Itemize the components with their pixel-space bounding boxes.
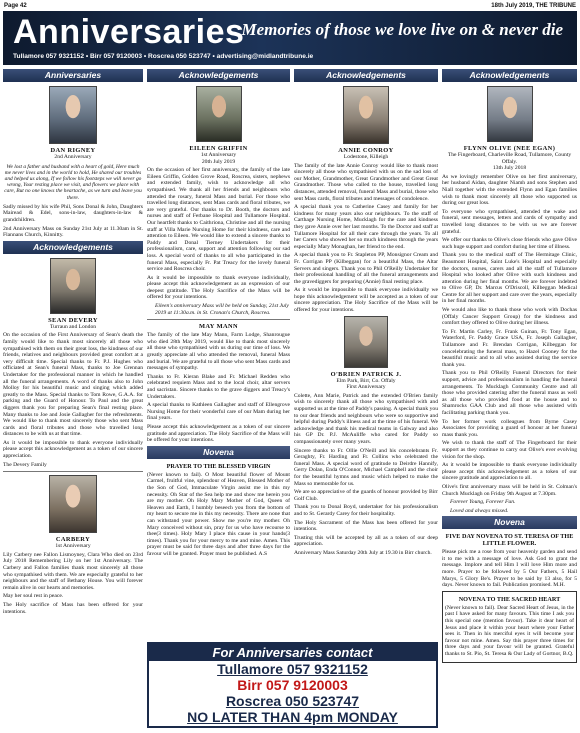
- prayer-title: NOVENA TO THE SACRED HEART: [458, 595, 561, 603]
- notice-text: Please accept this acknowledgement as a token of our sincere gratitude and appreciation. The Holy Sacrifice of the Mass will be offered for your intentions.: [147, 423, 290, 444]
- notice-text: Thank you to Phil O'Reilly Funeral Directors for their support, advice and professionalism in handling the funeral arrangements. To Mucklagh Community Centre and all those who provided catering after the funeral mass as well as all those who provided food at the house and to Shamrocks GAA Club and all those who assisted with facilitating parking thank you.: [442, 370, 577, 416]
- notice-text: On the occasion of her first anniversary, the family of the late Eileen Griffin, Golden Grove Road, Roscrea, sisters, nephews and extended family, wish to acknowledge all who sympathised. We thank all her friends and neighbours who attended the rosary, funeral Mass and burial. For those who travelled long distances, sent Mass cards and floral tributes, we are very grateful. Our thanks to Dr. Booth, the doctors and nurses and staff of Ferbane Hospital and Tullamore Hospital. Our heartfelt thanks to Caithriona, Christine and all the nursing staff at Villa Marie Nursing Home for their kindness, care and attention to Eileen. We would like to extend a sincere thanks to Paddy and Donal Tierney Undertakers for their professionalism, care, support and attention following our sad loss. A special word of thanks to all who participated in the funeral Mass, especially Fr. Pat Treacy for the lovely funeral service and Roscrea choir.: [147, 167, 290, 273]
- notice-text: Sincere thanks to Fr. Ollie O'Neill and his concelebrants Fr. Geraghty, Fr. Harding and Fr. Collins who celebrated the funeral Mass. A special word of gratitude to Deirdre Hannify, Gerry Dolan, Enda O'Connor, Michael Campbell and the choir for the beautiful hymns and music which helped to make the Mass so memorable for us.: [294, 447, 438, 487]
- ad-phone-roscrea[interactable]: Roscrea 050 523747: [225, 693, 360, 709]
- page-number: Page 42: [4, 3, 27, 9]
- portrait-photo-patrick-obrien: [344, 316, 388, 368]
- notice-text: On the occasion of the First Anniversary of Sean's death the family would like to thank most sincerely all those who sympathised with them on their great loss, the kindness of our friends, relatives and neighbours provided great comfort at a very difficult time. Special thanks to Fr. P.J. Hughes who officiated at Sean's funeral Mass, thanks to Joe Grennan Undertaker for the professional manner in which he handled all the funeral arrangements. A word of thanks also to John Molloy for his beautiful music and singing which added greatly to the Mass. Special thanks to Tom Rowe, G.A.A. for parking and the Guard of Honour. To Paul and the great diggers thank you for preparing Sean's final resting place. Many thanks to Joe and Josie Gallagher for the refreshments. We would like to thank most sincerely those who sent Mass cards and floral tributes and those who travelled long distances to be with us at that time.: [3, 332, 143, 438]
- notice-name: MAY MANN: [198, 323, 239, 331]
- notice-name: O'BRIEN PATRICK J.: [330, 370, 402, 378]
- divider: [3, 471, 143, 472]
- portrait-photo-annie-conroy: [343, 86, 389, 144]
- notice-subtitle: 1st Anniversary: [55, 543, 91, 550]
- divider: [147, 319, 290, 320]
- issue-date: 18th July 2019, THE TRIBUNE: [491, 3, 576, 9]
- prayer-title: PRAYER TO THE BLESSED VIRGIN: [166, 462, 271, 470]
- notice-text: A special thank you to Fr. Stapleton PP, Monsignor Cream and Fr. Corrigan PP (Kilbeggan) for a beautiful Mass, the Altar Servers and singers. Thank you to Phil O'Reilly Undertaker for their professional handling of all the funeral arrangements and the gravediggers for preparing (Annie) final resting place.: [294, 252, 438, 285]
- notice-text: As it would be impossible to thank everyone individually we hope this acknowledgement will be accepted as a token of our sincere appreciation. The Holy Sacrifice of the Mass will be offered for your intentions.: [294, 287, 438, 314]
- notice-text: Trusting this will be accepted by all as a token of our deep appreciation.: [294, 534, 438, 548]
- portrait-photo-dan-rigney: [49, 86, 97, 144]
- notice-name: FLYNN OLIVE (NEE EGAN): [463, 145, 556, 152]
- notice-text: Sadly missed by his wife Phil, Sons Donal & John, Daughters Mairead & Edel, sons-in-law, daughters-in-law & grandchildren.: [3, 203, 143, 223]
- ad-deadline: NO LATER THAN 4pm MONDAY: [187, 709, 398, 725]
- notice-text: The Holy Sacrament of the Mass has been offered for your intentions.: [294, 519, 438, 533]
- notice-subtitle: 1st Anniversary: [200, 152, 237, 158]
- column-4: [442, 69, 577, 727]
- portrait-photo-sean-devery: [50, 258, 96, 314]
- notice-text: We wish to thank the staff of The Fingerboard for their support as they continue to carry out Olive's ever evolving vision for the shop.: [442, 440, 577, 460]
- section-header-anniversaries: Anniversaries: [3, 69, 143, 82]
- notice-text: Olive's first anniversary mass will be held in St. Colman's Church Mucklagh on Friday 9th August at 7.30pm.: [442, 483, 577, 497]
- section-header-acknowledgements: Acknowledgements: [294, 69, 438, 82]
- masthead-contact: Tullamore 057 9321152 • Birr 057 9120003 • Roscrea 050 523747 • advertising@midlandtribune.ie: [13, 53, 314, 60]
- notice-text: We offer our thanks to Olive's close friends who gave Olive such huge support and comfort during her time of illness.: [442, 237, 577, 250]
- page-header: [4, 1, 576, 11]
- section-header-acknowledgements: Acknowledgements: [147, 69, 290, 82]
- portrait-photo-olive-flynn: [487, 86, 533, 142]
- prayer-text: Please pick me a rose from your heavenly garden and send it to me with a message of love. Ask God to grant the message. Implore and tell Him I will love Him more and more. Prayer to be followed by 5 Our Fathers, 5 Hail Marys, 5 Glory Be's. Prayer to be said by 13 also, for 5 days. Never known to fail. Publication promised. M.H.: [442, 549, 577, 589]
- notice-subtitle: 2nd Anniversary: [54, 154, 92, 160]
- prayer-text: (Never known to fail). Dear Sacred Heart of Jesus, in the past I have asked for many favours. This time I ask you this special one (mention favour). Take it dear heart of Jesus and place it within your heart where your Father sees it. Then in his merciful eyes it will become your favour not mine. Amen. Say this prayer three times for three days and your favour will be granted. Grateful thanks to St. Pio, St. Teresa & Our Lady of Gortnor, B.Q.: [445, 604, 574, 657]
- notice-text: To everyone who sympathised, attended the wake and funeral, sent messages, letters and cards of sympathy and travelled long distances to be with us we are forever grateful.: [442, 208, 577, 235]
- notice-text: May her soul rest in peace.: [3, 593, 64, 600]
- column-1: [3, 69, 143, 727]
- closing-line: Forever Young, Forever Fun.: [450, 499, 516, 506]
- portrait-photo-eileen-griffin: [196, 86, 242, 142]
- portrait-photo-carbery: [49, 475, 97, 533]
- notice-subtitle: Turraun and London: [49, 323, 97, 330]
- section-header-novena: Novena: [442, 516, 577, 529]
- notice-text: We are so appreciative of the guards of honour provided by Birr Golf Club.: [294, 489, 438, 502]
- notice-subtitle: The Fingerboard, Charleville Road, Tullamore, County Offaly.: [447, 152, 572, 165]
- notice-text: Thank you to Donal Boyd, undertaker for his professionalism and to St. Gerardy Carey for their hospitality.: [294, 504, 438, 517]
- notice-text: Thanks to Fr. Kieran Blake and Fr. Michael Redden who celebrated requiem Mass and to the local choir, altar servers and sacristan. Sincere thanks to the grave diggers and Treacy's Undertakers.: [147, 373, 290, 400]
- notice-name: EILEEN GRIFFIN: [189, 145, 248, 152]
- ad-phone-birr[interactable]: Birr 057 9120003: [237, 677, 348, 693]
- prayer-title: FIVE DAY NOVENA TO ST. TERESA OF THE LITTLE FLOWER.: [445, 533, 574, 548]
- notice-name: DAN RIGNEY: [50, 147, 96, 154]
- notice-name: SEAN DEVERY: [48, 316, 98, 324]
- notice-text: Thank you to the medical staff of The Hermitage Clinic, Beaumont Hospital, Saint Luke's Hospital and especially the doctors, nurses, carers and all the staff of Tullamore Hospital who looked after Olive with such kindness and attention during her final months. We are forever indebted to Olive GP, Dr. Marcus O'Driscoll, Kilbeggan Medical Centre for all her support and care over the years, especially in her final months.: [442, 252, 577, 305]
- notice-text: The Holy sacrifice of Mass has been offered for your intentions.: [3, 602, 143, 615]
- closing-line: Loved and always missed.: [450, 507, 509, 514]
- prayer-text: (Never known to fail). O Most beautiful flower of Mount Carmel, fruitful vine, splendour of Heaven, Blessed Mother of the Son of God, Immaculate Virgin assist me in this my necessity. Oh Star of the Sea help me and show me herein you are my mother. Oh Holy Mary Mother of God, Queen of Heaven and Earth, I humbly beseech you from the bottom of my heart to secure me in this my necessity. There are none that can withstand your power. Show me you're my mother. Oh Mary conceived without sin, pray for us who have recourse to thee(3 times). Holy Mary I place this cause in your hands(3 times). Thank you for your mercy to me and mine. Amen. This prayer must be said for three days and after three days for the favour will be granted. Prayer must be published. A.S: [147, 471, 290, 557]
- notice-text: A special thank you to Catherine Casey and family for her kindness for many years also our neighbours. To the staff of Carthage Nursing Home, Mucklagh for the care and kindness they gave Annie over her last months. To the Doctor and staff at Tullamore Hospital for all their care through the years. To all her Carers who showed her so much kindness through the years especially Mary Monaghan, her friend to the end.: [294, 204, 438, 250]
- notice-text: As we lovingly remember Olive on her first anniversary, her husband Aidan, daughter Niamh and sons Stephen and Niall together with the extended Flynn and Egan families wish to thank most sincerely all those who supported us during our great loss.: [442, 173, 577, 207]
- sacred-heart-box: [442, 591, 577, 663]
- notice-signoff: The Devery Family: [3, 461, 47, 468]
- masthead-title: Anniversaries: [13, 13, 245, 51]
- notice-date: 13th July 2018: [492, 165, 527, 172]
- masthead-tagline: Memories of those we love live on & never die: [241, 20, 563, 39]
- notice-name: CARBERY: [55, 536, 91, 544]
- notice-text: As it would be impossible to thank everyone individually please accept this acknowledgement as a token of our sincere gratitude and appreciation to all.: [442, 462, 577, 482]
- memorial-poem: We lost a father and husband with a heart of gold, Here much me never lives and in the world to hold, He shared our troubles and helped us along, If we follow his footsteps we will never go wrong, Your resting place we visit, and flowers we place with care, But no one knows the heartache, as we turn and leave you there.: [4, 163, 142, 201]
- notice-text: As it would be impossible to thank everyone individually, please accept this acknowledgement as an expression of our deepest gratitude. The Holy Sacrifice of the Mass will be offered for your intentions.: [147, 274, 290, 301]
- notice-text: Lily Carbery nee Fallon Lismoyney, Clara Who died on 23rd July 2018 Remembering Lily on her 1st Anniversary. The Carbery and Fallon families thank most sincerely all those who sympathised with them. We are especially grateful to her neighbours and the staff of Bethany House. You will forever remain alive in our hearts and memories.: [3, 551, 143, 591]
- mass-notice: Eileen's anniversary Mass will be held on Sunday, 21st July 2019 at 11:30a.m. in St. Cronan's Church, Roscrea.: [155, 303, 289, 316]
- notice-text: The family of the late Annie Conroy would like to thank most sincerely all those who sympathised with us on the sad loss of our Mother, Grandmother, Great Grandmother and Great Great Grandmother. Those who called to the house, travelled long distances, attended removal, funeral Mass and burial, those who sent Mass cards, floral tributes and messages of condolence.: [294, 162, 438, 202]
- notice-text: To Fr. Martin Carley, Fr. Frank Guinan, Fr. Tony Egan, Waterford, Fr. Paddy Grace USA, Fr. Joseph Gallagher, Tullamore and Fr. Brendan Corrigan, Kilbeggan for concelebrating the funeral mass, to Hazel Cooney for the beautiful music and to all who assisted during the service thank you.: [442, 328, 577, 368]
- notice-text: Anniversary Mass Saturday 20th July at 19.30 in Birr church.: [294, 549, 432, 556]
- section-header-novena: Novena: [147, 446, 290, 459]
- masthead: [3, 11, 577, 65]
- column-2: [147, 69, 290, 640]
- column-3: [294, 69, 438, 640]
- notice-text: 2nd Anniversary Mass on Sunday 21st July at 11.30am in St. Flannans Church, Kinnitty.: [3, 225, 143, 239]
- notice-text: As it would be impossible to thank everyone individually please accept this acknowledgement as a token of our sincere appreciation.: [3, 439, 143, 460]
- notice-text: The family of the late May Mann, Farm Lodge, Shanrougue who died 28th May 2019, would like to thank most sincerely all those who sympathised with us during our time of loss. We greatly appreciate all who attended the removal, funeral Mass and burial. We are grateful to all those who sent Mass cards and messages of sympathy.: [147, 332, 290, 372]
- ad-phone-tullamore[interactable]: Tullamore 057 9321152: [217, 661, 368, 677]
- notice-text: We would also like to thank those who work with Dochas (Offaly Cancer Support Group) for the kindness and comfort they offered to Olive during her illness.: [442, 307, 577, 327]
- notice-subtitle: First Anniversary: [346, 384, 386, 391]
- notice-date: 20th July 2019: [201, 158, 236, 165]
- notice-name: ANNIE CONROY: [338, 147, 394, 154]
- notice-text: To her former work colleagues from Byrne Casey Associates for providing a guard of honour at her funeral mass thank you.: [442, 418, 577, 438]
- notice-subtitle: Lodestone, Killeigh: [343, 154, 389, 160]
- contact-ad-box: [147, 642, 438, 728]
- notice-subtitle: Elm Park, Birr, Co. Offaly: [336, 377, 396, 384]
- ad-heading: For Anniversaries contact: [149, 644, 436, 661]
- section-header-acknowledgements: Acknowledgements: [442, 69, 577, 82]
- notice-text: A special thanks to Kathleen Gallagher and staff of Ellengrove Nursing Home for their wonderful care of our Mam during her final years.: [147, 402, 290, 422]
- section-header-acknowledgements: Acknowledgements: [3, 241, 143, 254]
- notice-text: Colette, Ann Marie, Patrick and the extended O'Brien family wish to sincerely thank all those who sympathised with and supported us at the time of Paddy's passing. A special thank you to our dear friends and neighbours who were so supportive and helpful during Paddy's illness and at the time of his funeral. We acknowledge and thank his medical teams in Galway and also his GP Dr. P.J. McAuliffe who cared for Paddy so compassionately over many years.: [294, 392, 438, 445]
